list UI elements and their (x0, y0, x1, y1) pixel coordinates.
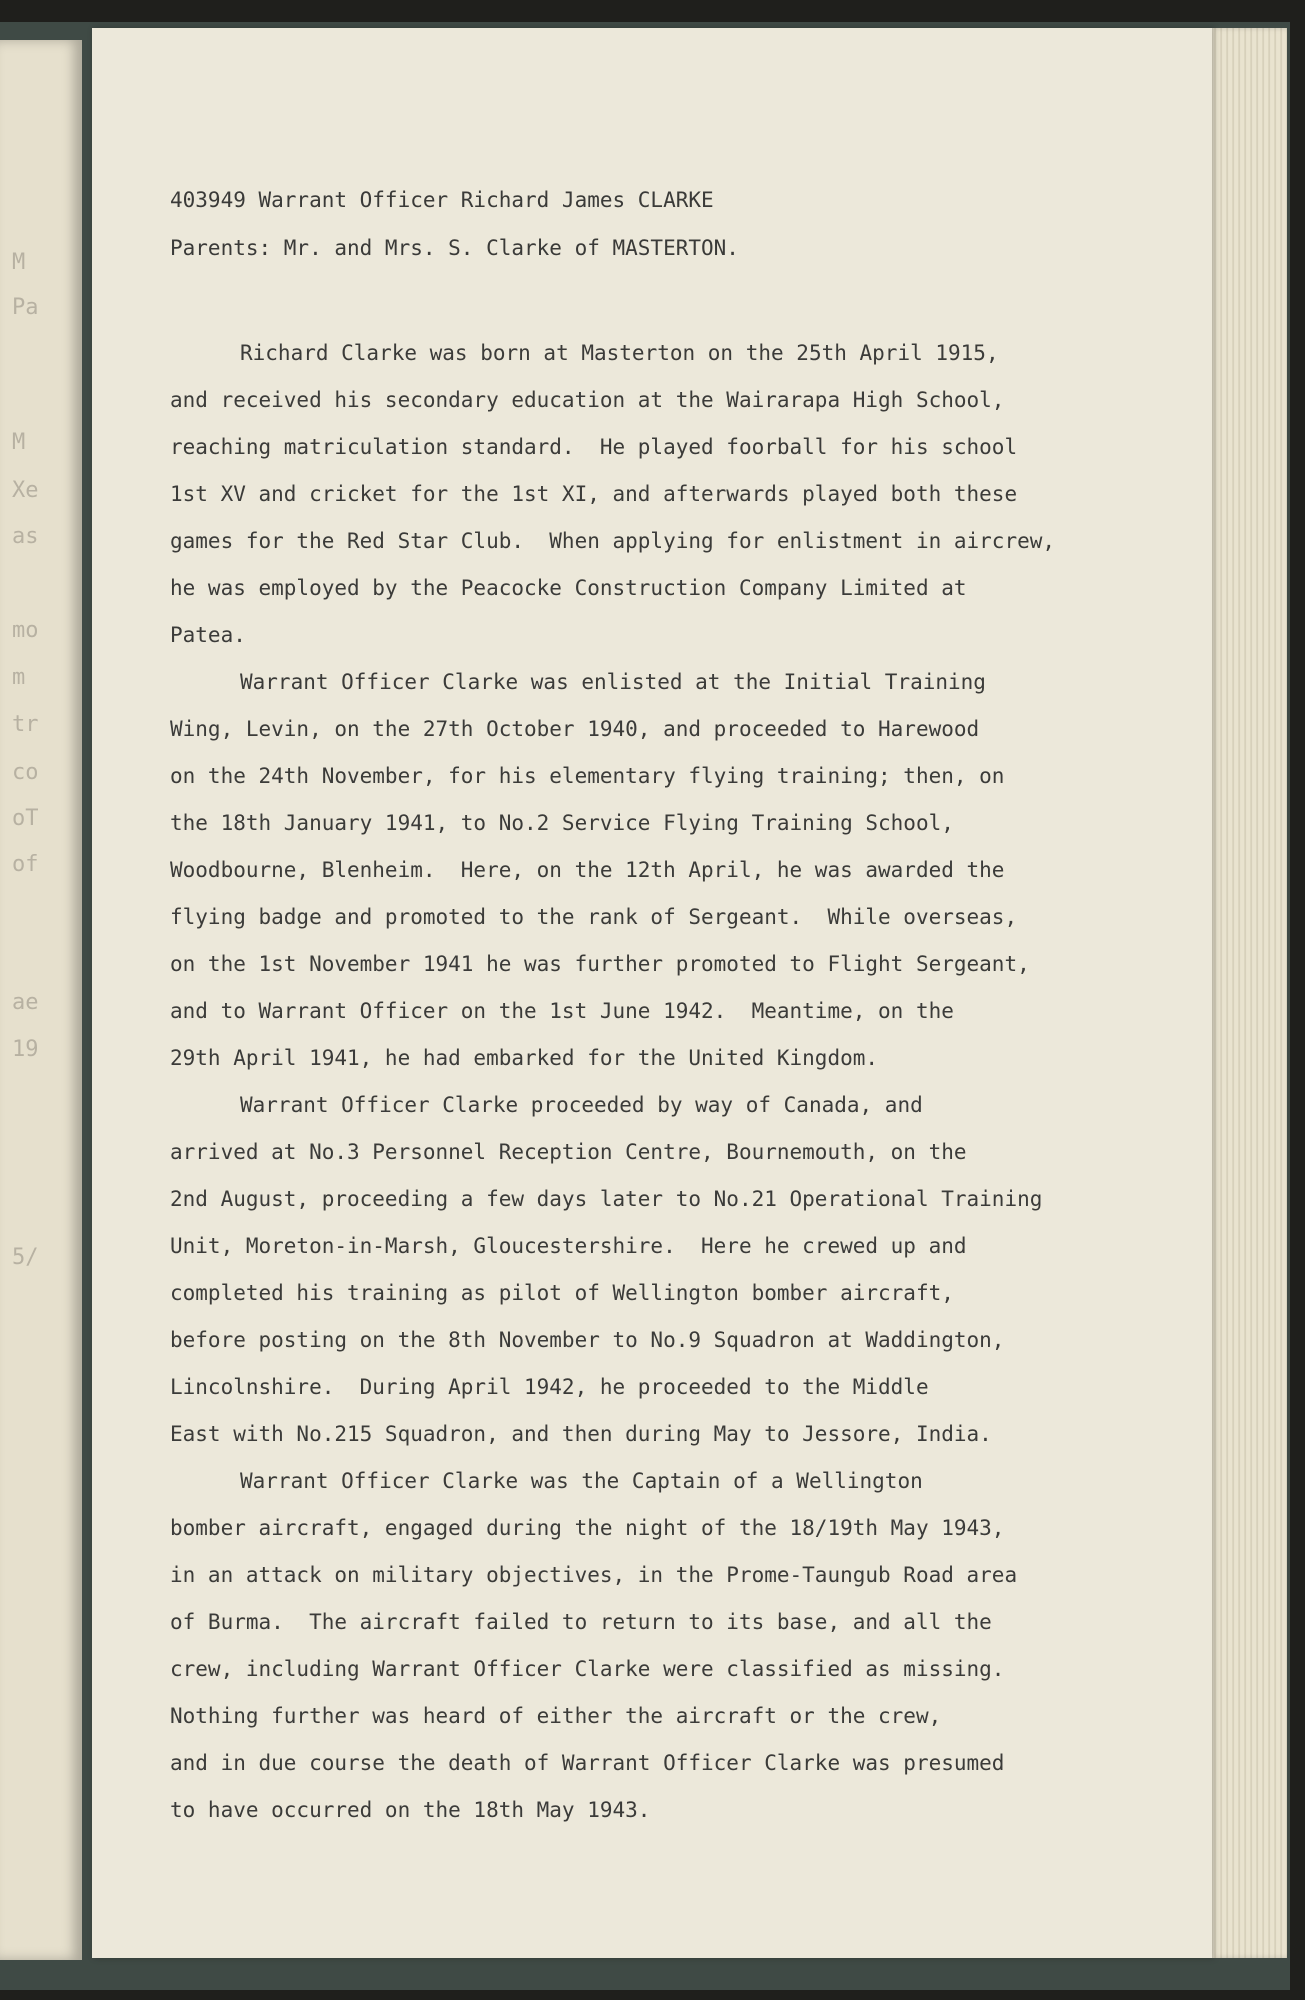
text-line: 1st XV and cricket for the 1st XI, and afterwards played both these (170, 482, 1018, 506)
text-line: 29th April 1941, he had embarked for the United Kingdom. (170, 1046, 879, 1070)
text-line: crew, including Warrant Officer Clarke were classified as missing. (170, 1657, 1005, 1681)
paragraph-training (170, 659, 1170, 1082)
bleed-through-text: m (12, 665, 26, 690)
bleed-through-text: ae (12, 990, 39, 1015)
text-line: and received his secondary education at the Wairarapa High School, (170, 388, 1005, 412)
paragraph-missing (170, 1458, 1170, 1834)
text-line: Warrant Officer Clarke was the Captain of a Wellington (240, 1469, 923, 1493)
bleed-through-text: 5/ (12, 1245, 39, 1270)
text-line: to have occurred on the 18th May 1943. (170, 1798, 651, 1822)
parents-line: Parents: Mr. and Mrs. S. Clarke of MASTERTON. (170, 236, 739, 260)
bleed-through-text: oT (12, 806, 39, 831)
text-line: and to Warrant Officer on the 1st June 1942. Meantime, on the (170, 999, 954, 1023)
text-line: Unit, Moreton-in-Marsh, Gloucestershire. Here he crewed up and (170, 1234, 967, 1258)
text-line: on the 24th November, for his elementary flying training; then, on (170, 764, 1005, 788)
page-edges (1205, 28, 1287, 1958)
bleed-through-text: Pa (12, 295, 39, 320)
text-line: on the 1st November 1941 he was further promoted to Flight Sergeant, (170, 952, 1030, 976)
text-line: bomber aircraft, engaged during the night of the 18/19th May 1943, (170, 1516, 1005, 1540)
facing-page (0, 40, 82, 1960)
bleed-through-text: Xe (12, 478, 39, 503)
text-line: and in due course the death of Warrant Officer Clarke was presumed (170, 1751, 1005, 1775)
text-line: Richard Clarke was born at Masterton on the 25th April 1915, (240, 341, 999, 365)
text-line: the 18th January 1941, to No.2 Service Flying Training School, (170, 811, 954, 835)
text-line: before posting on the 8th November to No.9 Squadron at Waddington, (170, 1328, 1005, 1352)
bleed-through-text: M (12, 250, 26, 275)
bleed-through-text: M (12, 430, 26, 455)
text-line: arrived at No.3 Personnel Reception Centre, Bournemouth, on the (170, 1140, 967, 1164)
bleed-through-text: tr (12, 712, 39, 737)
text-line: of Burma. The aircraft failed to return to its base, and all the (170, 1610, 992, 1634)
text-line: flying badge and promoted to the rank of Sergeant. While overseas, (170, 905, 1018, 929)
text-line: Patea. (170, 623, 246, 647)
paragraph-early-life (170, 330, 1170, 659)
bleed-through-text: of (12, 852, 39, 877)
text-line: East with No.215 Squadron, and then during May to Jessore, India. (170, 1422, 992, 1446)
record-title: 403949 Warrant Officer Richard James CLARKE (170, 188, 714, 212)
text-line: Nothing further was heard of either the aircraft or the crew, (170, 1704, 942, 1728)
text-line: Wing, Levin, on the 27th October 1940, and proceeded to Harewood (170, 717, 980, 741)
text-line: Woodbourne, Blenheim. Here, on the 12th April, he was awarded the (170, 858, 1005, 882)
text-line: he was employed by the Peacocke Construction Company Limited at (170, 576, 967, 600)
text-line: completed his training as pilot of Wellington bomber aircraft, (170, 1281, 954, 1305)
text-line: Warrant Officer Clarke was enlisted at the Initial Training (240, 670, 986, 694)
text-line: Warrant Officer Clarke proceeded by way of Canada, and (240, 1093, 923, 1117)
text-line: games for the Red Star Club. When applying for enlistment in aircrew, (170, 529, 1056, 553)
bleed-through-text: co (12, 760, 39, 785)
bleed-through-text: 19 (12, 1037, 39, 1062)
text-line: reaching matriculation standard. He played foorball for his school (170, 435, 1018, 459)
paragraph-overseas (170, 1082, 1170, 1458)
bleed-through-text: mo (12, 618, 39, 643)
bleed-through-text: as (12, 524, 39, 549)
text-line: in an attack on military objectives, in the Prome-Taungub Road area (170, 1563, 1018, 1587)
document-page (92, 28, 1212, 1958)
text-line: Lincolnshire. During April 1942, he proceeded to the Middle (170, 1375, 929, 1399)
text-line: 2nd August, proceeding a few days later to No.21 Operational Training (170, 1187, 1043, 1211)
